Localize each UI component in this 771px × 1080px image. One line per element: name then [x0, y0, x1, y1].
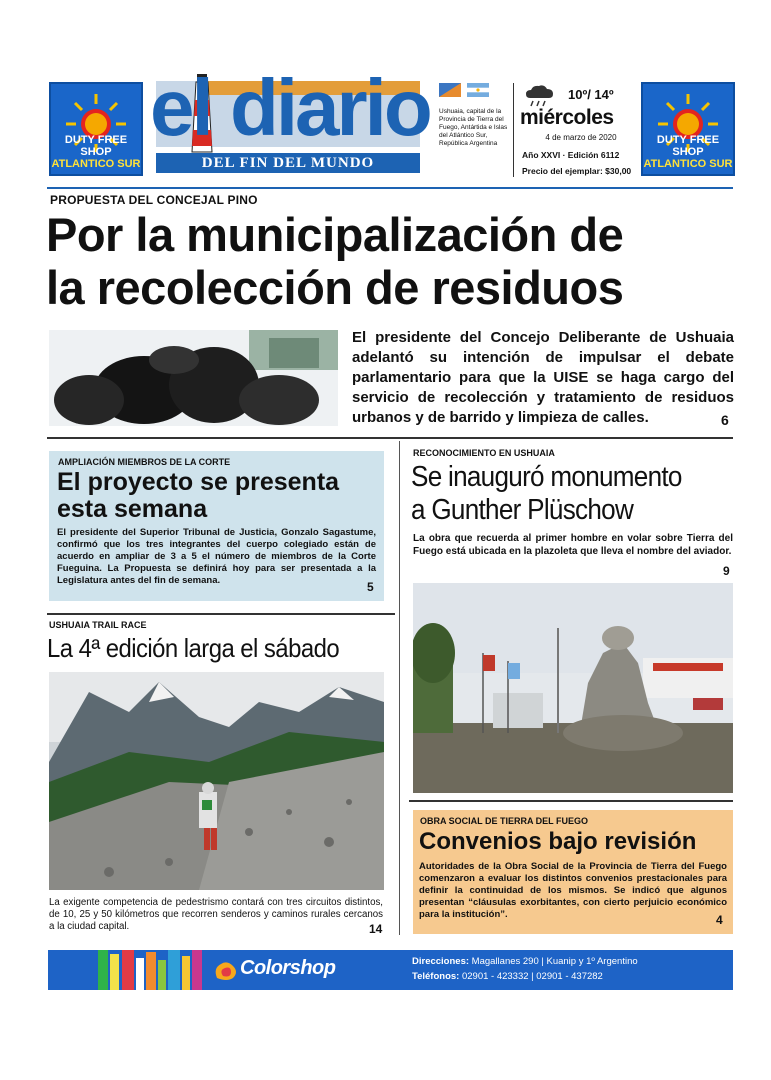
monumento-headline-line2: a Gunther Plüschow — [411, 494, 634, 526]
lead-body-text: El presidente del Concejo Deliberante de Ushuaia adelantó su intención de impulsar el debate parlamentario para que la UISE se haga cargo del servicio de recolección y tratamiento de residuos urbanos y de barrido y limpieza de calles. — [352, 329, 734, 426]
location-text: Ushuaia, capital de la Provincia de Tierra del Fuego, Antártida e Islas del Atlántico Sur, República Argentina — [439, 108, 508, 147]
argentina-flag-icon — [467, 83, 489, 97]
colorshop-phone: 02901 - 423332 | 02901 - 437282 — [461, 971, 603, 982]
corte-headline-line1: El proyecto se presenta — [57, 468, 340, 496]
colorshop-phone-row — [412, 971, 603, 982]
colorshop-address-row — [412, 956, 638, 967]
duty-free-line2: ATLANTICO SUR — [643, 158, 733, 170]
duty-free-ad-text — [643, 134, 733, 170]
duty-free-line1: DUTY FREE SHOP — [656, 134, 720, 158]
duty-free-ad-left[interactable] — [49, 82, 143, 176]
masthead-rule — [47, 187, 733, 189]
column-divider — [399, 441, 400, 935]
colorshop-phone-label: Teléfonos: — [412, 971, 460, 982]
edition: Año XXVI · Edición 6112 — [522, 150, 620, 160]
garbage-bags-photo — [49, 330, 338, 426]
lead-headline-line2: la recolección de residuos — [46, 261, 624, 314]
lead-headline[interactable] — [46, 208, 736, 314]
lead-headline-line1: Por la municipalización de — [46, 208, 624, 261]
trail-body: La exigente competencia de pedestrismo contará con tres circuitos distintos, de 10, 25 y 50 kilómetros que recorren senderos y caminos rurales cercanos a la ciudad capital. — [49, 897, 383, 932]
lead-page-number[interactable]: 6 — [721, 412, 729, 428]
obra-social-headline: Convenios bajo revisión — [419, 828, 697, 855]
lead-body — [352, 328, 734, 428]
temperature: 10º/ 14º — [568, 87, 614, 102]
duty-free-line2: ATLANTICO SUR — [51, 158, 141, 170]
duty-free-ad-right[interactable] — [641, 82, 735, 176]
trail-race-photo — [49, 672, 384, 890]
corte-headline-line2: esta semana — [57, 495, 208, 523]
colorshop-logo-icon — [213, 958, 239, 982]
logo-wordmark: el diario — [150, 63, 430, 152]
monumento-rule — [409, 800, 733, 802]
corte-body: El presidente del Superior Tribunal de Justicia, Gonzalo Sagastume, confirmó que los tres integrantes del cuerpo colegiado están de acuerdo en ampliar de 3 a 5 el número de miembros de la Corte Fueguina. La Propuesta se definirá hoy para ser presentada a la Legislatura antes del fin de semana. — [57, 527, 376, 586]
duty-free-line1: DUTY FREE SHOP — [64, 134, 128, 158]
lead-rule — [47, 437, 733, 439]
monumento-kicker: RECONOCIMIENTO EN USHUAIA — [413, 448, 555, 458]
monumento-headline[interactable] — [411, 461, 736, 527]
corte-kicker: AMPLIACIÓN MIEMBROS DE LA CORTE — [58, 457, 231, 467]
masthead-divider — [513, 83, 514, 177]
trail-rule — [47, 613, 395, 615]
obra-social-body: Autoridades de la Obra Social de la Provincia de Tierra del Fuego comenzaron a evaluar los distintos convenios prestacionales para definir la continuidad de los mismos. Se indicó que algunos presentan “cláusulas exorbitantes, con cierto perjuicio económico para la institución”. — [419, 861, 727, 920]
logo-subtitle: DEL FIN DEL MUNDO — [156, 153, 420, 173]
monument-photo — [413, 583, 733, 793]
monumento-body: La obra que recuerda al primer hombre en volar sobre Tierra del Fuego está ubicada en la plazoleta que lleva el nombre del aviador. — [413, 533, 733, 557]
obra-social-kicker: OBRA SOCIAL DE TIERRA DEL FUEGO — [420, 816, 589, 826]
colorshop-address-label: Direcciones: — [412, 956, 470, 967]
rain-cloud-icon — [524, 84, 556, 108]
monumento-page-number[interactable]: 9 — [723, 564, 730, 578]
price: Precio del ejemplar: $30,00 — [522, 166, 632, 176]
date: 4 de marzo de 2020 — [545, 133, 617, 142]
obra-social-page-number[interactable]: 4 — [716, 913, 723, 927]
duty-free-ad-text — [51, 134, 141, 170]
weekday: miércoles — [520, 106, 614, 129]
province-flag-icon — [439, 83, 461, 97]
trail-headline[interactable]: La 4ª edición larga el sábado — [47, 633, 340, 663]
colorshop-stripes — [98, 950, 208, 990]
trail-page-number[interactable]: 14 — [369, 922, 383, 936]
corte-page-number[interactable]: 5 — [367, 580, 374, 594]
colorshop-ad[interactable] — [48, 950, 733, 990]
trail-kicker: USHUAIA TRAIL RACE — [49, 620, 147, 630]
corte-headline — [57, 469, 382, 523]
lead-kicker: PROPUESTA DEL CONCEJAL PINO — [50, 193, 258, 207]
monumento-headline-line1: Se inauguró monumento — [411, 461, 682, 493]
colorshop-address: Magallanes 290 | Kuanip y 1º Argentino — [471, 956, 638, 967]
colorshop-brand: Colorshop — [240, 957, 336, 979]
